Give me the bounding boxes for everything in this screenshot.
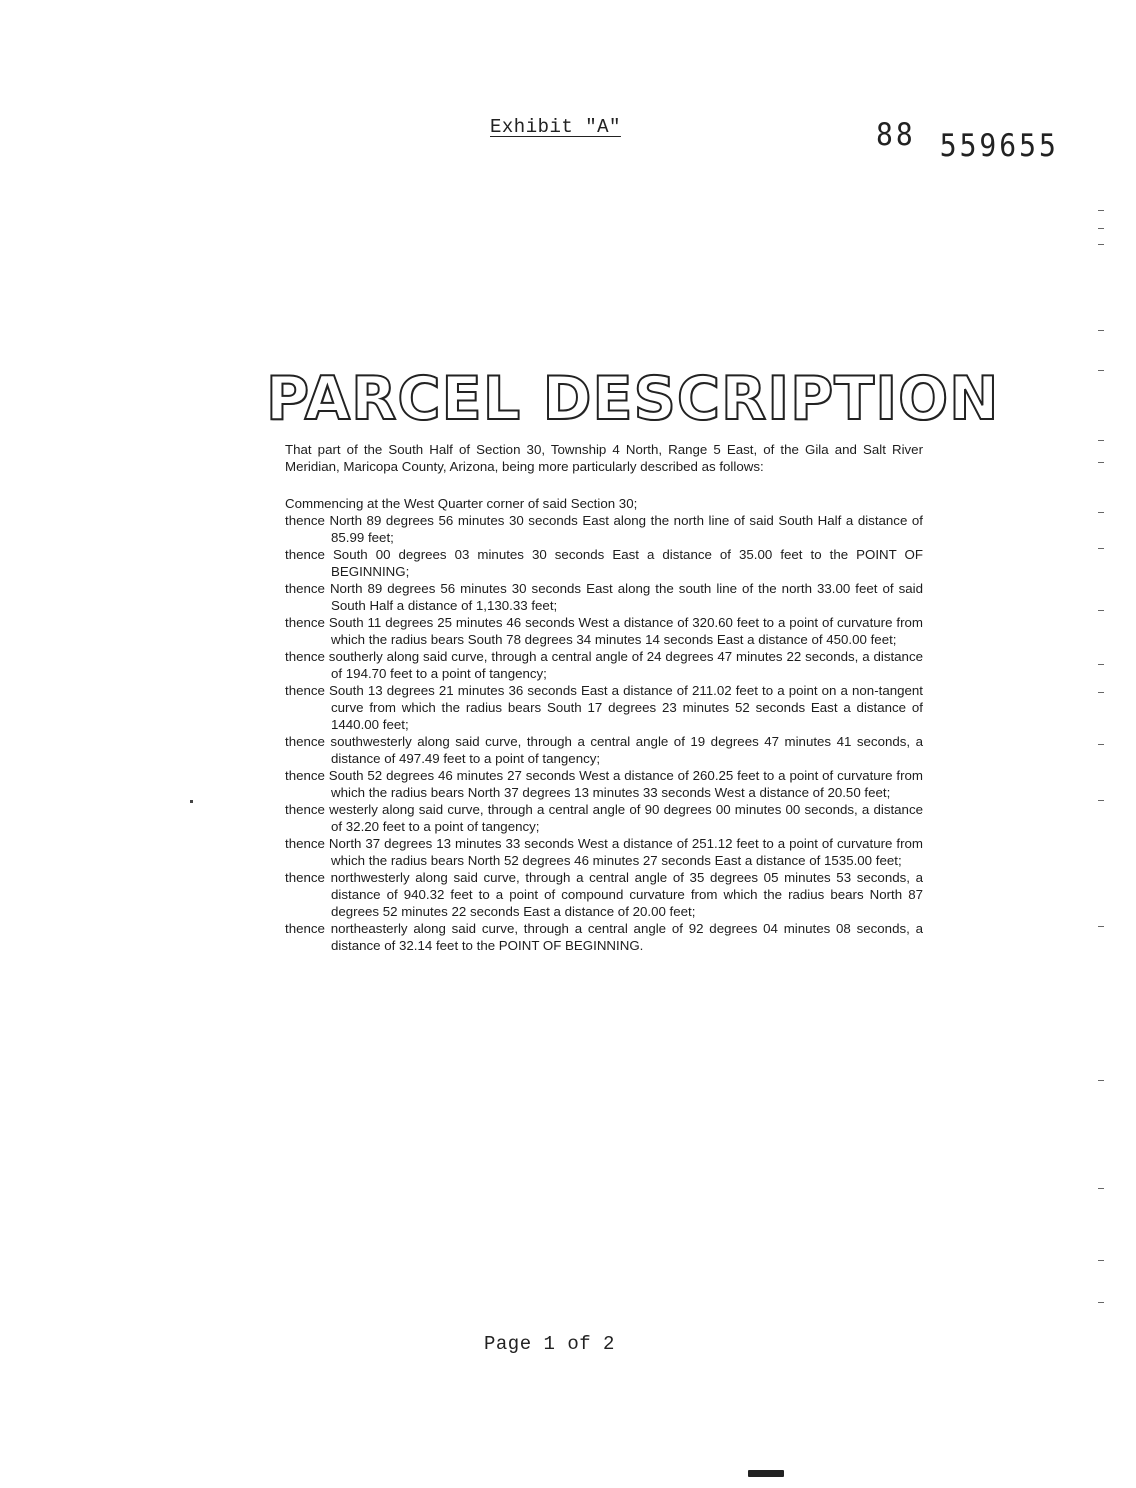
scan-artifact [1098, 244, 1104, 245]
scan-artifact [1098, 692, 1104, 693]
course-call: thence southwesterly along said curve, through a central angle of 19 degrees 47 minutes 41 seconds, a distance of 497.49 feet to a point of tangency; [285, 734, 923, 766]
course-call: thence northwesterly along said curve, through a central angle of 35 degrees 05 minutes 53 seconds, a distance of 940.32 feet to a point of compound curvature from which the radius bears North 87 degrees 52 minutes 22 seconds East a distance of 20.00 feet; [285, 870, 923, 919]
scan-artifact [748, 1470, 784, 1477]
course-call: thence South 13 degrees 21 minutes 36 seconds East a distance of 211.02 feet to a point on a non-tangent curve from which the radius bears South 17 degrees 23 minutes 52 seconds East a distance of 1440.00 feet; [285, 683, 923, 732]
scan-artifact [1098, 370, 1104, 371]
scan-artifact [1098, 330, 1104, 331]
scan-artifact [1098, 228, 1104, 229]
commencing-line: Commencing at the West Quarter corner of said Section 30; [285, 496, 638, 511]
document-number-suffix: 559655 [939, 127, 1059, 164]
scan-artifact [1098, 1302, 1104, 1303]
course-call: thence North 37 degrees 13 minutes 33 seconds West a distance of 251.12 feet to a point of curvature from which the radius bears North 52 degrees 46 minutes 27 seconds East a distance of 1535.00 feet; [285, 836, 923, 868]
scan-artifact [1098, 1260, 1104, 1261]
course-call: thence South 11 degrees 25 minutes 46 seconds West a distance of 320.60 feet to a point of curvature from which the radius bears South 78 degrees 34 minutes 14 seconds East a distance of 450.00 feet; [285, 615, 923, 647]
page-title: PARCEL DESCRIPTION [266, 364, 1000, 434]
legal-description [285, 441, 923, 954]
course-call: thence North 89 degrees 56 minutes 30 seconds East along the south line of the north 33.00 feet of said South Half a distance of 1,130.33 feet; [285, 581, 923, 613]
scan-artifact [1098, 1188, 1104, 1189]
scan-artifact [1098, 610, 1104, 611]
course-call: thence South 00 degrees 03 minutes 30 seconds East a distance of 35.00 feet to the POINT OF BEGINNING; [285, 547, 923, 579]
intro-paragraph: That part of the South Half of Section 30, Township 4 North, Range 5 East, of the Gila and Salt River Meridian, Maricopa County, Arizona, being more particularly described as follows: [285, 442, 923, 474]
scan-artifact [1098, 512, 1104, 513]
scan-artifact [1098, 744, 1104, 745]
scan-artifact [1098, 548, 1104, 549]
course-call: thence northeasterly along said curve, through a central angle of 92 degrees 04 minutes 08 seconds, a distance of 32.14 feet to the POINT OF BEGINNING. [285, 921, 923, 953]
document-number-prefix: 88 [876, 116, 916, 153]
course-call: thence southerly along said curve, through a central angle of 24 degrees 47 minutes 22 seconds, a distance of 194.70 feet to a point of tangency; [285, 649, 923, 681]
page-number: Page 1 of 2 [484, 1333, 615, 1355]
course-call: thence South 52 degrees 46 minutes 27 seconds West a distance of 260.25 feet to a point of curvature from which the radius bears North 37 degrees 13 minutes 33 seconds West a distance of 20.50 feet; [285, 768, 923, 800]
scan-artifact [1098, 210, 1104, 211]
course-call: thence westerly along said curve, through a central angle of 90 degrees 00 minutes 00 seconds, a distance of 32.20 feet to a point of tangency; [285, 802, 923, 834]
scan-artifact [1098, 664, 1104, 665]
exhibit-label: Exhibit "A" [490, 116, 621, 138]
scan-artifact [1098, 1080, 1104, 1081]
scan-artifact [1098, 926, 1104, 927]
scan-artifact [1098, 800, 1104, 801]
course-list [285, 512, 923, 954]
scan-artifact [1098, 462, 1104, 463]
course-call: thence North 89 degrees 56 minutes 30 seconds East along the north line of said South Half a distance of 85.99 feet; [285, 513, 923, 545]
scan-artifact [1098, 440, 1104, 441]
scan-artifact [190, 800, 193, 803]
document-number [876, 116, 1059, 164]
